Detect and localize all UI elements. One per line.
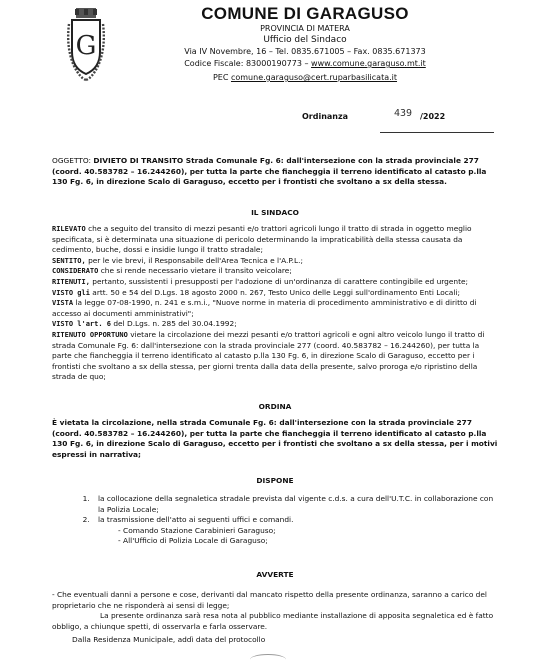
recital-ritenuti: RITENUTI, pertanto, sussistenti i presupposti per l'adozione di un'ordinanza di carattere contingibile ed urgente; [52, 276, 469, 286]
warning-paragraph: - Che eventuali danni a persone e cose, derivanti dal mancato rispetto della presente ordinanza, saranno a carico del proprietario che ne risponderà ai sensi di legge; [52, 590, 487, 610]
recipient-item: - All'Ufficio di Polizia Locale di Garaguso; [118, 536, 498, 547]
ordinance-year: /2022 [420, 112, 446, 121]
ordina-text: È vietata la circolazione, nella strada Comunale Fg. 6: dall'intersezione con la strada provinciale 277 (coord. 40.583782 – 16.244260), per tutta la parte che fiancheggia il terreno identificato al catasto p.lla 130 Fg. 6, in direzione Scalo di Garaguso, eccetto per i frontisti che svoltano a sx della stessa, per i motivi espressi in narrativa; [52, 418, 498, 459]
dispone-item: 2. la trasmissione dell'atto ai seguenti uffici e comandi. [92, 515, 498, 526]
recital-considerato: CONSIDERATO che si rende necessario vietare il transito veicolare; [52, 266, 292, 276]
pec-line [140, 72, 470, 84]
ordina-heading: ORDINA [258, 402, 292, 411]
avverte-text [52, 590, 498, 646]
recital-sentito: SENTITO, per le vie brevi, il Responsabile dell'Area Tecnica e l'A.P.L.; [52, 255, 303, 265]
tax-code-line [140, 58, 470, 70]
municipal-crest-icon [66, 8, 106, 82]
province-line: PROVINCIA DI MATERA [260, 24, 350, 33]
signature-place-line: Dalla Residenza Municipale, addì data del protocollo [72, 635, 266, 645]
recitals-block [52, 224, 498, 383]
recital-ritenuto-opportuno: RITENUTO OPPORTUNO vietare la circolazione dei mezzi pesanti e/o trattori agricoli e ogni altro veicolo lungo il tratto di strada Comunale Fg. 6: dall'intersezione con la strada provinciale 277 (coord. 40.583782 – 16.244260), per tutta la parte che fiancheggia il terreno identificato al catasto p.lla 130 Fg. 6, in direzione Scalo di Garaguso, eccetto per i frontisti che svoltano a sx della stessa, per giorni trenta dalla data della presente, salvo proroga e/o ripristino della strada de quo; [52, 329, 485, 382]
dispone-item: 1. la collocazione della segnaletica stradale prevista dal vigente c.d.s. a cura dell'U.T.C. in collaborazione con la Polizia Locale; [92, 494, 498, 515]
svg-text:G: G [75, 31, 97, 61]
ordinance-number: 439 [394, 108, 413, 119]
recital-visto-art6: VISTO l'art. 6 del D.Lgs. n. 285 del 30.04.1992; [52, 319, 237, 329]
pec-email-link[interactable]: comune.garaguso@cert.ruparbasilicata.it [230, 73, 398, 82]
subject-paragraph [52, 156, 498, 188]
recital-rilevato: RILEVATO che a seguito del transito di mezzi pesanti e/o trattori agricoli lungo il tratto di strada in oggetto meglio specificata, si è determinata una situazione di pericolo determinando la impraticabilità della stessa causata da cedimento, buche, dossi e insidie lungo il tratto stradale; [52, 224, 472, 255]
mayor-heading: IL SINDACO [251, 208, 299, 217]
dispone-list [52, 494, 498, 547]
tax-code-label: Codice Fiscale: 83000190773 – [184, 59, 312, 68]
dispone-heading: DISPONE [256, 476, 294, 485]
recital-visto-artt: VISTO gli artt. 50 e 54 del D.Lgs. 18 agosto 2000 n. 267, Testo Unico delle Leggi sull'ordinamento Enti Locali; [52, 287, 460, 297]
municipality-title: COMUNE DI GARAGUSO [201, 4, 409, 23]
ordinance-label: Ordinanza [302, 112, 349, 121]
subject-label: OGGETTO: [52, 156, 92, 165]
pec-label: PEC [212, 73, 231, 82]
website-link[interactable]: www.comune.garaguso.mt.it [311, 59, 426, 68]
recipient-item: - Comando Stazione Carabinieri Garaguso; [118, 526, 498, 537]
recital-vista: VISTA la legge 07-08-1990, n. 241 e s.m.i., "Nuove norme in materia di procedimento amministrativo e di diritto di accesso ai documenti amministrativi"; [52, 298, 477, 318]
letterhead [140, 4, 470, 84]
avverte-heading: AVVERTE [256, 570, 294, 579]
stamp-fragment [250, 654, 286, 665]
office-line: Ufficio del Sindaco [263, 35, 347, 45]
address-line: Via IV Novembre, 16 – Tel. 0835.671005 – Fax. 0835.671373 [184, 47, 426, 56]
ordinance-underline [380, 132, 494, 133]
subject-text: DIVIETO DI TRANSITO Strada Comunale Fg. 6: dall'intersezione con la strada provinciale 277 (coord. 40.583782 – 16.244260), per tutta la parte che fiancheggia il terreno identificato al catasto p.lla 130 Fg. 6, in direzione Scalo di Garaguso, eccetto per i frontisti che svoltano a sx della stessa. [52, 156, 487, 187]
publication-paragraph: La presente ordinanza sarà resa nota al pubblico mediante installazione di apposita segnaletica ed è fatto obbligo, a chiunque spetti, di osservarla e farla osservare. [52, 611, 494, 631]
